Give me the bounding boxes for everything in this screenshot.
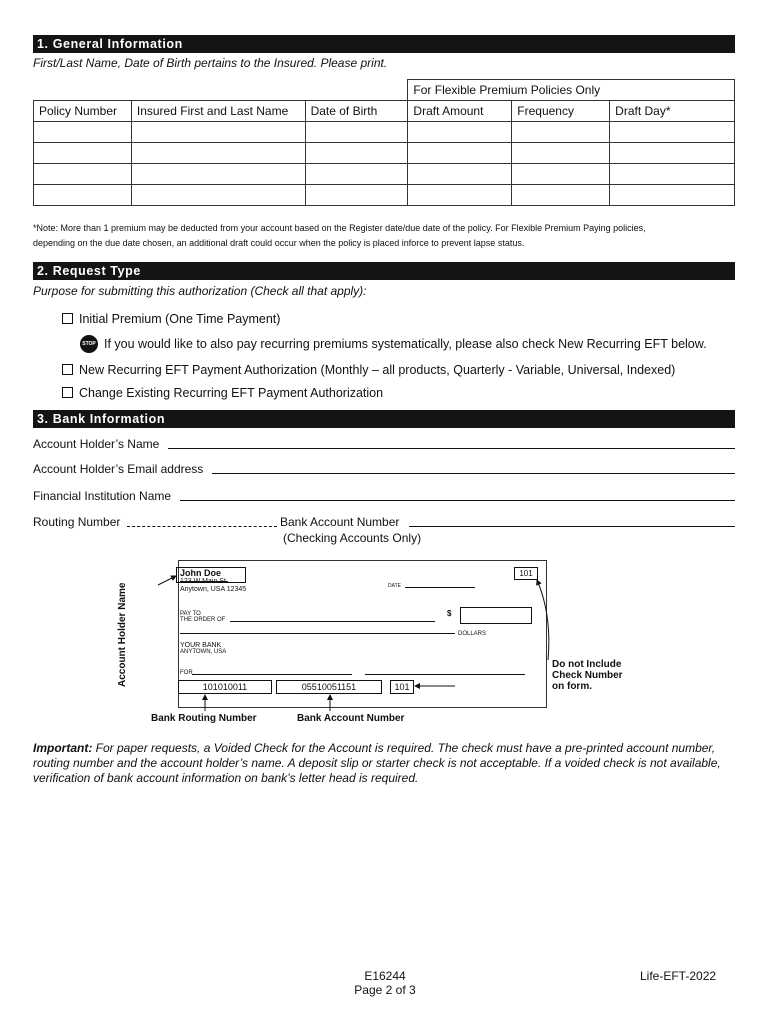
routing-number-label: Routing Number bbox=[33, 515, 121, 529]
check-date-label: DATE bbox=[388, 583, 401, 589]
important-note: Important: For paper requests, a Voided Check for the Account is required. The check must have a pre-printed account number, routing number and the account holder’s name. A deposit slip or starter check is not acceptable. If a voided check is not available, verification of bank account information on bank’s letter head is required. bbox=[33, 741, 721, 785]
stop-note: If you would like to also pay recurring premiums systematically, please also check New Recurring EFT below. bbox=[104, 337, 707, 351]
section2-subtitle: Purpose for submitting this authorization (Check all that apply): bbox=[33, 284, 367, 298]
change-eft-option[interactable]: Change Existing Recurring EFT Payment Authorization bbox=[62, 386, 383, 400]
check-number-arrow bbox=[537, 580, 549, 660]
section-bank-information-header: 3. Bank Information bbox=[33, 410, 735, 428]
form-code: Life-EFT-2022 bbox=[640, 969, 717, 983]
checking-only-note: (Checking Accounts Only) bbox=[283, 531, 422, 545]
account-holder-email-label: Account Holder’s Email address bbox=[33, 462, 204, 476]
section-general-information-header: 1. General Information bbox=[33, 35, 735, 53]
check-dollars-label: DOLLARS bbox=[458, 631, 487, 637]
institution-name-label: Financial Institution Name bbox=[33, 489, 172, 503]
check-order-of: THE ORDER OF bbox=[180, 617, 226, 623]
check-address2: Anytown, USA 12345 bbox=[180, 586, 247, 593]
account-holder-name-label: Account Holder’s Name bbox=[33, 437, 160, 451]
check-bank-name: YOUR BANK bbox=[180, 642, 222, 649]
new-recurring-eft-option[interactable]: New Recurring EFT Payment Authorization (Monthly – all products, Quarterly - Variable, Universal, Indexed) bbox=[62, 363, 675, 377]
check-bank-city: ANYTOWN, USA bbox=[180, 649, 227, 655]
routing-caption: Bank Routing Number bbox=[151, 713, 257, 724]
initial-premium-option[interactable]: Initial Premium (One Time Payment) bbox=[62, 312, 280, 326]
check-number-callout: Do not Include Check Number on form. bbox=[552, 659, 623, 692]
check-micr-number-box: 101 bbox=[390, 680, 414, 694]
check-pay-to: PAY TO bbox=[180, 611, 201, 617]
stop-icon: STOP bbox=[80, 335, 98, 353]
check-routing-box: 101010011 bbox=[178, 680, 272, 694]
draft-note: *Note: More than 1 premium may be deducted from your account based on the Register date/due date of the policy. For Flexible Premium Paying policies, depending on the due date chosen, an additional draft could occur when the policy is placed inforce to prevent lapse status. bbox=[33, 223, 646, 248]
col-draft-day: Draft Day* bbox=[610, 101, 735, 122]
name-arrow bbox=[158, 576, 176, 585]
section-request-type-header: 2. Request Type bbox=[33, 262, 735, 280]
check-dollar-sign: $ bbox=[447, 609, 452, 618]
col-policy-number: Policy Number bbox=[34, 101, 132, 122]
bank-account-number-label: Bank Account Number bbox=[280, 515, 400, 529]
page-indicator: Page 2 of 3 bbox=[354, 983, 416, 997]
account-caption: Bank Account Number bbox=[297, 713, 405, 724]
form-number: E16244 bbox=[364, 969, 406, 983]
footer-center bbox=[340, 969, 430, 997]
check-name: John Doe bbox=[180, 568, 222, 578]
flexible-premium-group-header: For Flexible Premium Policies Only bbox=[408, 80, 735, 101]
col-date-of-birth: Date of Birth bbox=[305, 101, 408, 122]
check-number-box: 101 bbox=[514, 567, 538, 580]
check-for-label: FOR bbox=[180, 670, 193, 676]
col-frequency: Frequency bbox=[512, 101, 610, 122]
account-holder-name-side-label: Account Holder Name bbox=[117, 582, 128, 687]
section1-subtitle: First/Last Name, Date of Birth pertains to the Insured. Please print. bbox=[33, 56, 388, 70]
col-draft-amount: Draft Amount bbox=[408, 101, 512, 122]
col-insured-name: Insured First and Last Name bbox=[131, 101, 305, 122]
check-address1: 123 W Main St. bbox=[180, 578, 228, 585]
check-account-box: 05510051151 bbox=[276, 680, 382, 694]
